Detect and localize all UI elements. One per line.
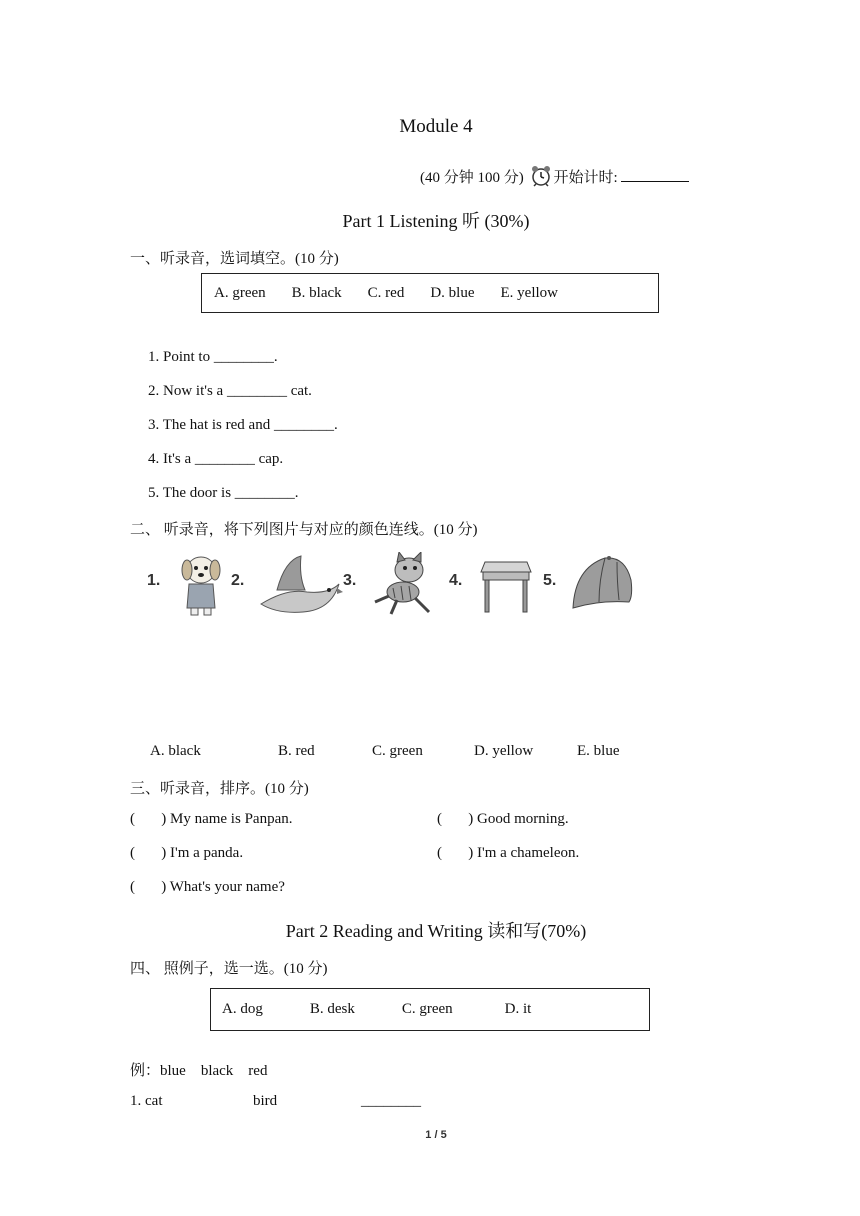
question-item: 2. Now it's a ________ cat. xyxy=(148,383,312,399)
section4-option-box xyxy=(210,988,650,1031)
dog-icon xyxy=(175,550,227,616)
option: B. desk xyxy=(309,1001,355,1017)
start-time-blank[interactable] xyxy=(621,167,689,182)
option: C. red xyxy=(367,284,405,301)
section4-heading: 四、 照例子，选一选。(10 分) xyxy=(130,961,328,977)
answer-blank[interactable]: ________ xyxy=(361,1093,421,1109)
question-item: 1. Point to ________. xyxy=(148,349,278,365)
picture-number: 1. xyxy=(147,572,161,589)
option: B. black xyxy=(291,284,342,301)
bird-icon xyxy=(257,554,343,616)
option: A. green xyxy=(214,284,266,301)
desk-icon xyxy=(479,558,533,614)
color-option: A. black xyxy=(150,743,201,759)
question-word: bird xyxy=(253,1093,278,1109)
page-number: 1 / 5 xyxy=(425,1129,447,1141)
section2-heading: 二、 听录音，将下列图片与对应的颜色连线。(10 分) xyxy=(130,522,478,538)
question-item: 4. It's a ________ cap. xyxy=(148,451,284,467)
section1-heading: 一、听录音，选词填空。(10 分) xyxy=(130,251,339,267)
picture-number: 4. xyxy=(449,572,463,589)
question-item: 5. The door is ________. xyxy=(148,485,299,501)
color-option: B. red xyxy=(278,743,315,759)
picture-number: 5. xyxy=(543,572,557,589)
picture-number: 2. xyxy=(231,572,245,589)
page-title: Module 4 xyxy=(399,116,473,137)
option: E. yellow xyxy=(500,284,558,301)
option: C. green xyxy=(401,1001,453,1017)
cat-icon xyxy=(369,552,441,616)
section3-heading: 三、听录音，排序。(10 分) xyxy=(130,781,309,797)
order-item: ( ) What's your name? xyxy=(130,879,285,895)
cap-icon xyxy=(569,550,635,616)
color-option: C. green xyxy=(372,743,423,759)
start-time-label: 开始计时: xyxy=(553,169,622,186)
part1-heading: Part 1 Listening 听 (30%) xyxy=(342,211,530,231)
picture-number: 3. xyxy=(343,572,357,589)
example-line: 例：blue black red xyxy=(130,1063,268,1079)
color-option: D. yellow xyxy=(474,743,534,759)
question-word: 1. cat xyxy=(130,1093,163,1109)
alarm-clock-icon xyxy=(530,165,552,192)
option: D. blue xyxy=(430,284,475,301)
timer-line xyxy=(420,165,689,192)
picture-row xyxy=(145,548,645,620)
order-item: ( ) My name is Panpan. xyxy=(130,811,293,827)
option: A. dog xyxy=(222,1001,263,1017)
option: D. it xyxy=(504,1001,532,1017)
order-item: ( ) Good morning. xyxy=(437,811,569,827)
question-item: 3. The hat is red and ________. xyxy=(148,417,338,433)
color-option: E. blue xyxy=(577,743,620,759)
time-score: (40 分钟 100 分) xyxy=(420,169,524,186)
order-item: ( ) I'm a panda. xyxy=(130,845,244,861)
section1-option-box xyxy=(201,273,659,313)
part2-heading: Part 2 Reading and Writing 读和写(70%) xyxy=(285,921,587,941)
order-item: ( ) I'm a chameleon. xyxy=(437,845,580,861)
